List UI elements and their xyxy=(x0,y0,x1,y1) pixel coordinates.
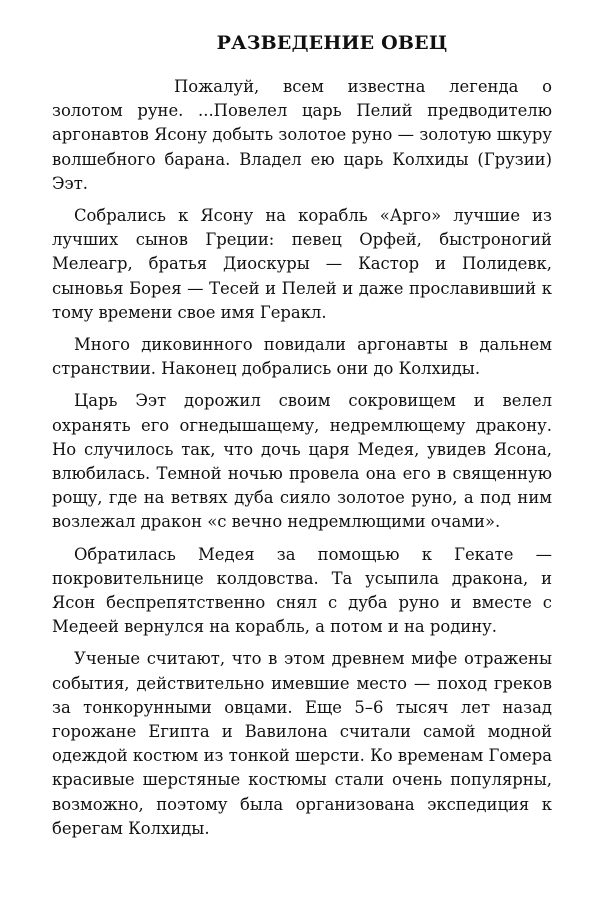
paragraph-argo-crew: Собрались к Ясону на корабль «Арго» лучшие из лучших сынов Греции: певец Орфей, быстроногий Мелеагр, братья Диоскуры — Кастор и Полидевк, сыновья Борея — Тесей и Пелей и даже прославивший к тому времени свое имя Геракл. xyxy=(52,206,552,322)
paragraph-hecate: Обратилась Медея за помощью к Гекате — покровительнице колдовства. Та усыпила дракона, и Ясон беспрепятственно снял с дуба руно и вместе с Медеей вернулся на корабль, а потом и на родину. xyxy=(52,544,552,637)
paragraph-dragon: Царь Ээт дорожил своим сокровищем и велел охранять его огнедышащему, недремлющему дракону. Но случилось так, что дочь царя Медея, увидев Ясона, влюбилась. Темной ночью провела она его в священную рощу, где на ветвях дуба сияло золотое руно, а под ним возлежал дракон «с вечно недремлющими очами». xyxy=(52,391,552,532)
paragraph-golden-fleece: Пожалуй, всем известна легенда о золотом руне. ...Повелел царь Пелий предводителю аргонавтов Ясону добыть золотое руно — золотую шкуру волшебного барана. Владел ею царь Колхиды (Грузии) Ээт. xyxy=(52,77,552,193)
paragraph-journey: Много диковинного повидали аргонавты в дальнем странствии. Наконец добрались они до Колхиды. xyxy=(52,335,552,379)
paragraph-scientists: Ученые считают, что в этом древнем мифе отражены события, действительно имевшие место — поход греков за тонкорунными овцами. Еще 5–6 тысяч лет назад горожане Египта и Вавилона считали самой модной одеждой костюм из тонкой шерсти. Ко временам Гомера красивые шерстяные костюмы стали очень популярны, возможно, поэтому была организована экспедиция к берегам Колхиды. xyxy=(52,649,552,838)
document-page xyxy=(52,30,552,849)
page-title: РАЗВЕДЕНИЕ ОВЕЦ xyxy=(216,32,448,54)
